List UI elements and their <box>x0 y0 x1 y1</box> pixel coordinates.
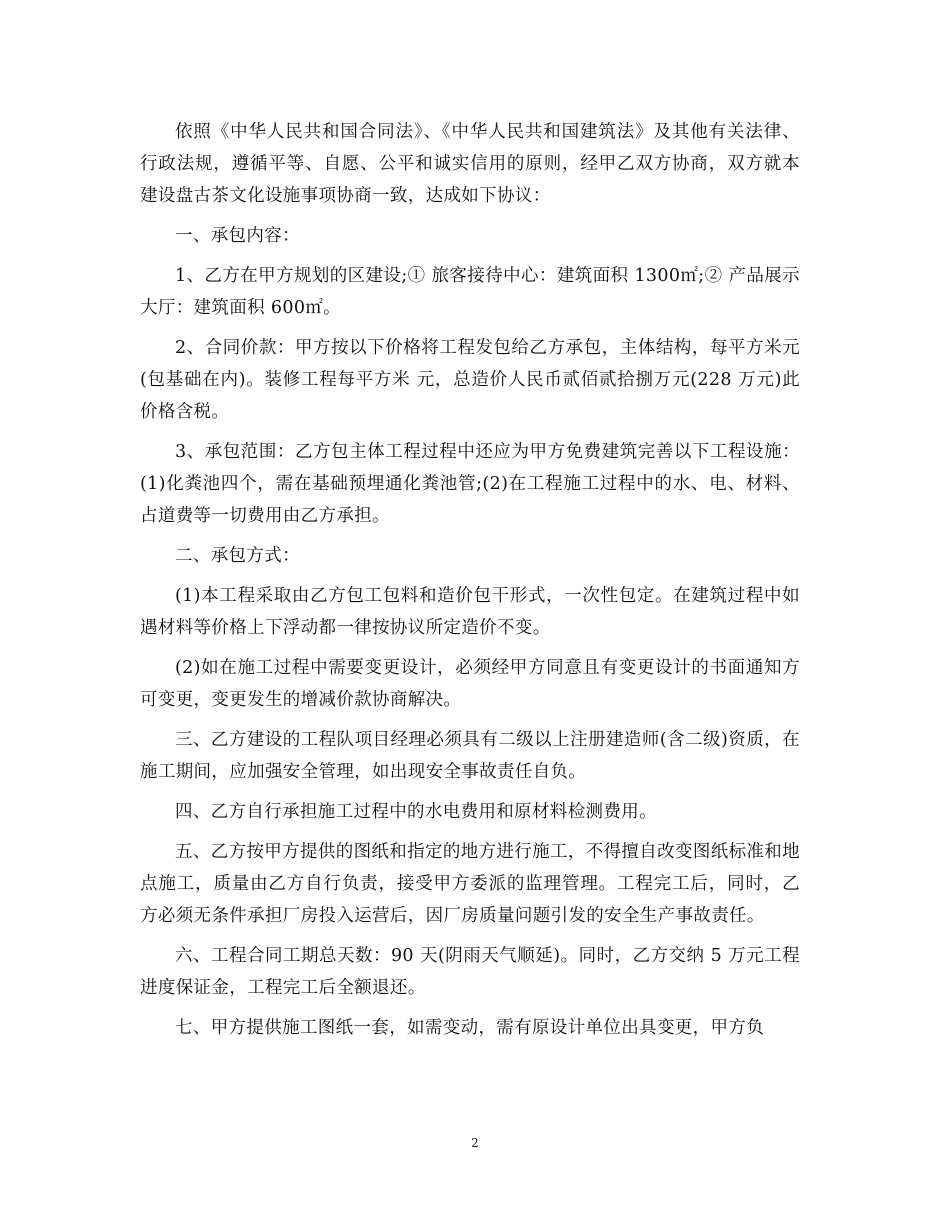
paragraph-preamble: 依照《中华人民共和国合同法》、《中华人民共和国建筑法》及其他有关法律、行政法规，遵循平等、自愿、公平和诚实信用的原则，经甲乙双方协商，双方就本建设盘古茶文化设施事项协商一致，达成如下协议： <box>140 122 800 206</box>
paragraph-clause-7: 七、甲方提供施工图纸一套，如需变动，需有原设计单位出具变更，甲方负 <box>175 1018 765 1038</box>
page-number: 2 <box>471 1136 479 1150</box>
paragraph-method-item-1: (1)本工程采取由乙方包工包料和造价包干形式，一次性包定。在建筑过程中如遇材料等价格上下浮动都一律按协议所定造价不变。 <box>140 586 800 638</box>
paragraph-clause-3: 三、乙方建设的工程队项目经理必须具有二级以上注册建造师(含二级)资质，在施工期间，应加强安全管理，如出现安全事故责任自负。 <box>140 730 800 782</box>
heading-contract-scope: 一、承包内容： <box>175 226 300 246</box>
paragraph-scope-item-2: 2、合同价款：甲方按以下价格将工程发包给乙方承包，主体结构，每平方米元(包基础在内)。装修工程每平方米 元，总造价人民币贰佰贰拾捌万元(228 万元)此价格含税。 <box>140 338 800 422</box>
paragraph-scope-item-3: 3、承包范围：乙方包主体工程过程中还应为甲方免费建筑完善以下工程设施：(1)化粪池四个，需在基础预埋通化粪池管;(2)在工程施工过程中的水、电、材料、占道费等一切费用由乙方承担。 <box>140 442 800 526</box>
heading-contract-method: 二、承包方式： <box>175 546 300 566</box>
paragraph-scope-item-1: 1、乙方在甲方规划的区建设;① 旅客接待中心：建筑面积 1300㎡;② 产品展示大厅：建筑面积 600㎡。 <box>140 266 800 318</box>
document-body <box>140 116 800 1052</box>
paragraph-clause-6: 六、工程合同工期总天数：90 天(阴雨天气顺延)。同时，乙方交纳 5 万元工程进度保证金，工程完工后全额退还。 <box>140 946 800 998</box>
paragraph-clause-4: 四、乙方自行承担施工过程中的水电费用和原材料检测费用。 <box>175 802 657 822</box>
paragraph-clause-5: 五、乙方按甲方提供的图纸和指定的地方进行施工，不得擅自改变图纸标准和地点施工，质量由乙方自行负责，接受甲方委派的监理管理。工程完工后，同时，乙方必须无条件承担厂房投入运营后，因厂房质量问题引发的安全生产事故责任。 <box>140 842 800 926</box>
paragraph-method-item-2: (2)如在施工过程中需要变更设计，必须经甲方同意且有变更设计的书面通知方可变更，变更发生的增减价款协商解决。 <box>140 658 800 710</box>
